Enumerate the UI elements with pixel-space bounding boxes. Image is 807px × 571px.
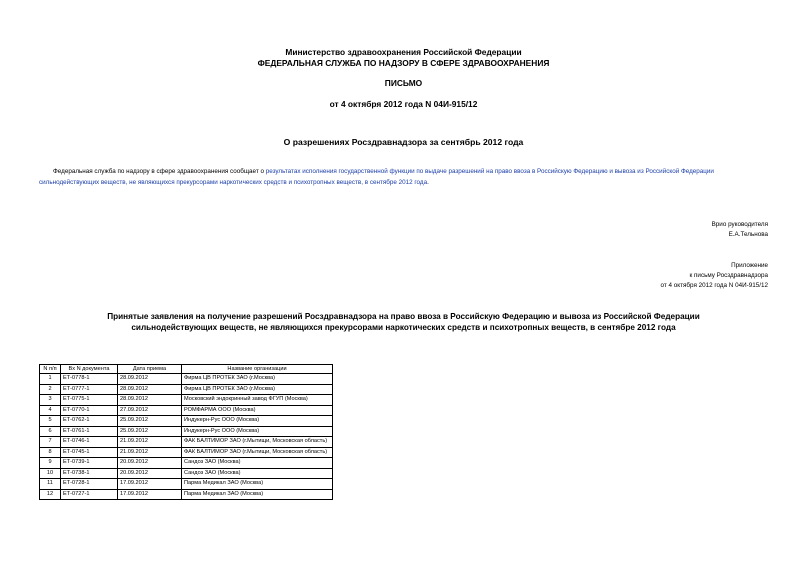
table-row	[40, 468, 333, 479]
cell-doc: ЕТ-0746-1	[61, 437, 118, 448]
cell-doc: ЕТ-0770-1	[61, 405, 118, 416]
cell-org: Московский эндокринный завод ФГУП (Москва)	[182, 395, 333, 406]
table-row	[40, 489, 333, 500]
cell-org: Сандоз ЗАО (Москва)	[182, 458, 333, 469]
cell-num: 12	[40, 489, 61, 500]
cell-num: 9	[40, 458, 61, 469]
cell-date: 25.09.2012	[118, 426, 182, 437]
cell-num: 3	[40, 395, 61, 406]
header-num: N п/п	[40, 365, 61, 374]
ministry-name: Министерство здравоохранения Российской Федерации	[285, 47, 522, 57]
letter-subject: О разрешениях Росздравнадзора за сентябрь 2012 года	[283, 137, 524, 147]
cell-org: Фирма ЦВ ПРОТЕК ЗАО (г.Москва)	[182, 374, 333, 385]
cell-org: РОМФАРМА ООО (Москва)	[182, 405, 333, 416]
table-row	[40, 395, 333, 406]
header-org: Название организации	[182, 365, 333, 374]
table-row	[40, 384, 333, 395]
cell-date: 21.09.2012	[118, 437, 182, 448]
cell-date: 17.09.2012	[118, 479, 182, 490]
cell-num: 8	[40, 447, 61, 458]
body-paragraph	[39, 167, 769, 188]
cell-date: 28.09.2012	[118, 374, 182, 385]
cell-num: 5	[40, 416, 61, 427]
table-row	[40, 447, 333, 458]
cell-num: 2	[40, 384, 61, 395]
table-title: Принятые заявления на получение разрешений Росздравнадзора на право ввоза в Российскую Федерацию и вывоза из Российской Федерации сильнодействующих веществ, не являющихся прекурсорами наркотических средств и психотропных веществ, в сентябре 2012 года	[107, 312, 700, 332]
table-body	[40, 374, 333, 500]
cell-org: Сандоз ЗАО (Москва)	[182, 468, 333, 479]
table-header-row	[40, 365, 333, 374]
table-row	[40, 458, 333, 469]
signature-block	[712, 220, 768, 240]
paragraph-link[interactable]: результатах исполнения государственной функции по выдаче разрешений на право ввоза в Российскую Федерацию и вывоза из Российской Федерации сильнодействующих веществ, не являющихся прекурсорами наркотических средств и психотропных веществ, в сентябре 2012 года	[39, 168, 714, 186]
cell-org: Индукерн-Рус ООО (Москва)	[182, 416, 333, 427]
appendix-block	[661, 261, 768, 291]
applications-table	[39, 364, 333, 500]
cell-num: 1	[40, 374, 61, 385]
cell-num: 6	[40, 426, 61, 437]
letter-label: ПИСЬМО	[384, 78, 423, 88]
table-row	[40, 479, 333, 490]
cell-num: 11	[40, 479, 61, 490]
service-name: ФЕДЕРАЛЬНАЯ СЛУЖБА ПО НАДЗОРУ В СФЕРЕ ЗДРАВООХРАНЕНИЯ	[257, 58, 550, 68]
cell-doc: ЕТ-0728-1	[61, 479, 118, 490]
cell-date: 20.09.2012	[118, 458, 182, 469]
paragraph-end: .	[427, 178, 429, 186]
appendix-line-2: к письму Росздравнадзора	[689, 272, 768, 279]
cell-org: Индукерн-Рус ООО (Москва)	[182, 426, 333, 437]
cell-doc: ЕТ-0775-1	[61, 395, 118, 406]
cell-date: 20.09.2012	[118, 468, 182, 479]
cell-num: 4	[40, 405, 61, 416]
cell-doc: ЕТ-0739-1	[61, 458, 118, 469]
letter-date: от 4 октября 2012 года N 04И-915/12	[329, 99, 478, 109]
cell-date: 28.09.2012	[118, 395, 182, 406]
header-date: Дата приема	[118, 365, 182, 374]
cell-date: 28.09.2012	[118, 384, 182, 395]
cell-date: 21.09.2012	[118, 447, 182, 458]
table-row	[40, 405, 333, 416]
cell-org: Фирма ЦВ ПРОТЕК ЗАО (г.Москва)	[182, 384, 333, 395]
table-row	[40, 416, 333, 427]
cell-num: 10	[40, 468, 61, 479]
cell-doc: ЕТ-0738-1	[61, 468, 118, 479]
signature-name: Е.А.Тельнова	[728, 231, 768, 238]
appendix-line-1: Приложение	[731, 262, 768, 269]
cell-org: ФАК БАЛТИМОР ЗАО (г.Мытищи, Московская область)	[182, 437, 333, 448]
cell-date: 25.09.2012	[118, 416, 182, 427]
cell-date: 17.09.2012	[118, 489, 182, 500]
paragraph-text: Федеральная служба по надзору в сфере здравоохранения сообщает о	[53, 168, 266, 175]
cell-doc: ЕТ-0778-1	[61, 374, 118, 385]
cell-org: ФАК БАЛТИМОР ЗАО (г.Мытищи, Московская область)	[182, 447, 333, 458]
table-row	[40, 437, 333, 448]
appendix-line-3: от 4 октября 2012 года N 04И-915/12	[660, 282, 768, 289]
cell-date: 27.09.2012	[118, 405, 182, 416]
table-row	[40, 426, 333, 437]
cell-doc: ЕТ-0745-1	[61, 447, 118, 458]
cell-doc: ЕТ-0777-1	[61, 384, 118, 395]
cell-org: Парма Медикал ЗАО (Москва)	[182, 489, 333, 500]
cell-doc: ЕТ-0762-1	[61, 416, 118, 427]
header-doc: Вх N документа	[61, 365, 118, 374]
cell-doc: ЕТ-0727-1	[61, 489, 118, 500]
cell-org: Парма Медикал ЗАО (Москва)	[182, 479, 333, 490]
cell-num: 7	[40, 437, 61, 448]
cell-doc: ЕТ-0761-1	[61, 426, 118, 437]
table-row	[40, 374, 333, 385]
signature-position: Врио руководителя	[711, 221, 768, 228]
